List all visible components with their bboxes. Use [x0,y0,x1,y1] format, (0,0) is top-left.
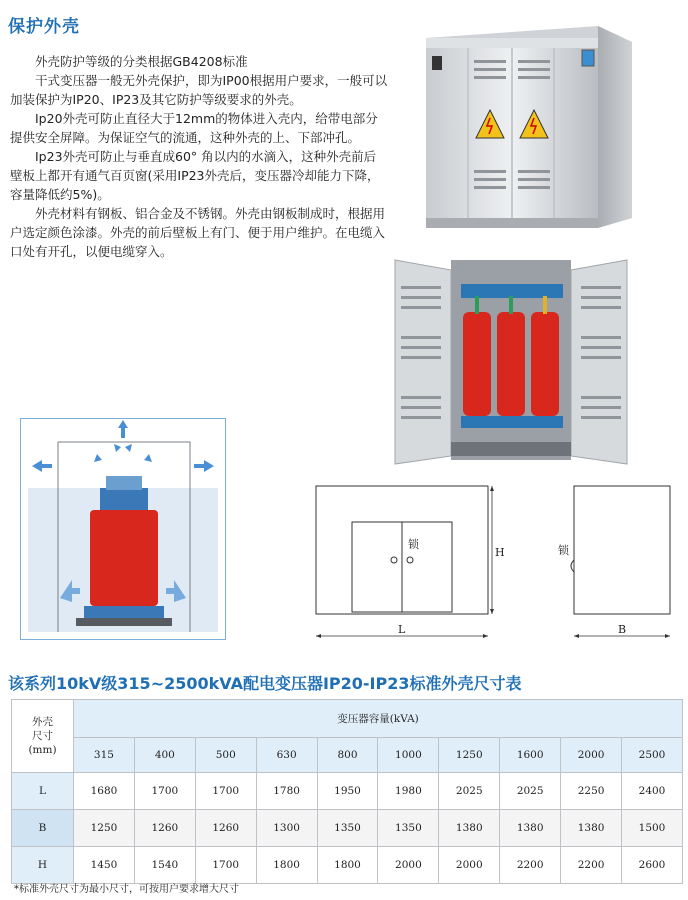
table-title: 该系列10kV级315~2500kVA配电变压器IP20-IP23标准外壳尺寸表 [8,674,522,693]
table-cell: 2200 [500,847,561,884]
description-text [10,52,388,261]
paragraph-3: Ip20外壳可防止直径大于12mm的物体进入壳内，给带电部分提供安全屏障。为保证空气的流通，这种外壳的上、下部冲孔。 [10,111,378,145]
table-cell: 1260 [134,810,195,847]
capacity-cell: 400 [134,737,195,773]
capacity-cell: 500 [195,737,256,773]
table-cell: 1260 [195,810,256,847]
paragraph-4: Ip23外壳可防止与垂直成60° 角以内的水滴入，这种外壳前后壁板上都开有通气百页窗(采用IP23外壳后，变压器冷却能力下降，容量降低约5%)。 [10,149,380,202]
table-cell: 1250 [74,810,135,847]
table-cell: 2250 [561,773,622,810]
capacity-cell: 2500 [622,737,683,773]
airflow-illustration [20,418,226,640]
width-label: L [398,623,406,636]
front-dimension-drawing [312,480,505,650]
table-cell: 1700 [195,847,256,884]
table-cell: 1350 [317,810,378,847]
table-cell: 1300 [256,810,317,847]
side-dimension-drawing [546,480,682,650]
table-cell: 2200 [561,847,622,884]
capacity-row [12,737,683,773]
capacity-cell: 315 [74,737,135,773]
table-row-h [12,847,683,884]
table-cell: 1380 [500,810,561,847]
capacity-cell: 800 [317,737,378,773]
table-cell: 2000 [439,847,500,884]
paragraph-1: 外壳防护等级的分类根据GB4208标准 [35,54,248,69]
table-corner: 外壳 尺寸 (mm) [12,700,74,773]
table-cell: 1500 [622,810,683,847]
table-cell: 1380 [561,810,622,847]
footnote: *标准外壳尺寸为最小尺寸，可按用户要求增大尺寸 [14,884,239,895]
table-cell: 1700 [134,773,195,810]
row-label: L [12,773,74,810]
table-cell: 1800 [256,847,317,884]
table-cell: 2400 [622,773,683,810]
table-cell: 1380 [439,810,500,847]
depth-label: B [618,623,627,636]
table-cell: 1680 [74,773,135,810]
capacity-cell: 1000 [378,737,439,773]
lock-label: 锁 [408,538,419,551]
capacity-cell: 1600 [500,737,561,773]
side-lock-label: 锁 [558,544,569,557]
height-label: H [495,546,505,559]
capacity-cell: 2000 [561,737,622,773]
table-cell: 1800 [317,847,378,884]
table-cell: 2025 [439,773,500,810]
table-cell: 2025 [500,773,561,810]
capacity-cell: 1250 [439,737,500,773]
table-row-b [12,810,683,847]
capacity-header: 变压器容量(kVA) [74,700,683,738]
row-label: B [12,810,74,847]
capacity-cell: 630 [256,737,317,773]
row-label: H [12,847,74,884]
table-cell: 1700 [195,773,256,810]
table-cell: 1980 [378,773,439,810]
table-cell: 2600 [622,847,683,884]
enclosure-closed-photo [418,20,640,232]
table-cell: 1780 [256,773,317,810]
table-cell: 1950 [317,773,378,810]
table-cell: 2000 [378,847,439,884]
dimension-table [11,699,683,884]
table-row-l [12,773,683,810]
page-title: 保护外壳 [8,17,80,37]
paragraph-5: 外壳材料有钢板、铝合金及不锈钢。外壳由钢板制成时，根据用户选定颜色涂漆。外壳的前后壁板上有门、便于用户维护。在电缆入口处有开孔，以便电缆穿入。 [10,206,386,259]
paragraph-2: 干式变压器一般无外壳保护，即为IP00根据用户要求，一般可以加装保护为IP20、IP23及其它防护等级要求的外壳。 [10,73,388,107]
table-cell: 1540 [134,847,195,884]
table-cell: 1350 [378,810,439,847]
enclosure-open-photo [387,246,633,466]
table-cell: 1450 [74,847,135,884]
